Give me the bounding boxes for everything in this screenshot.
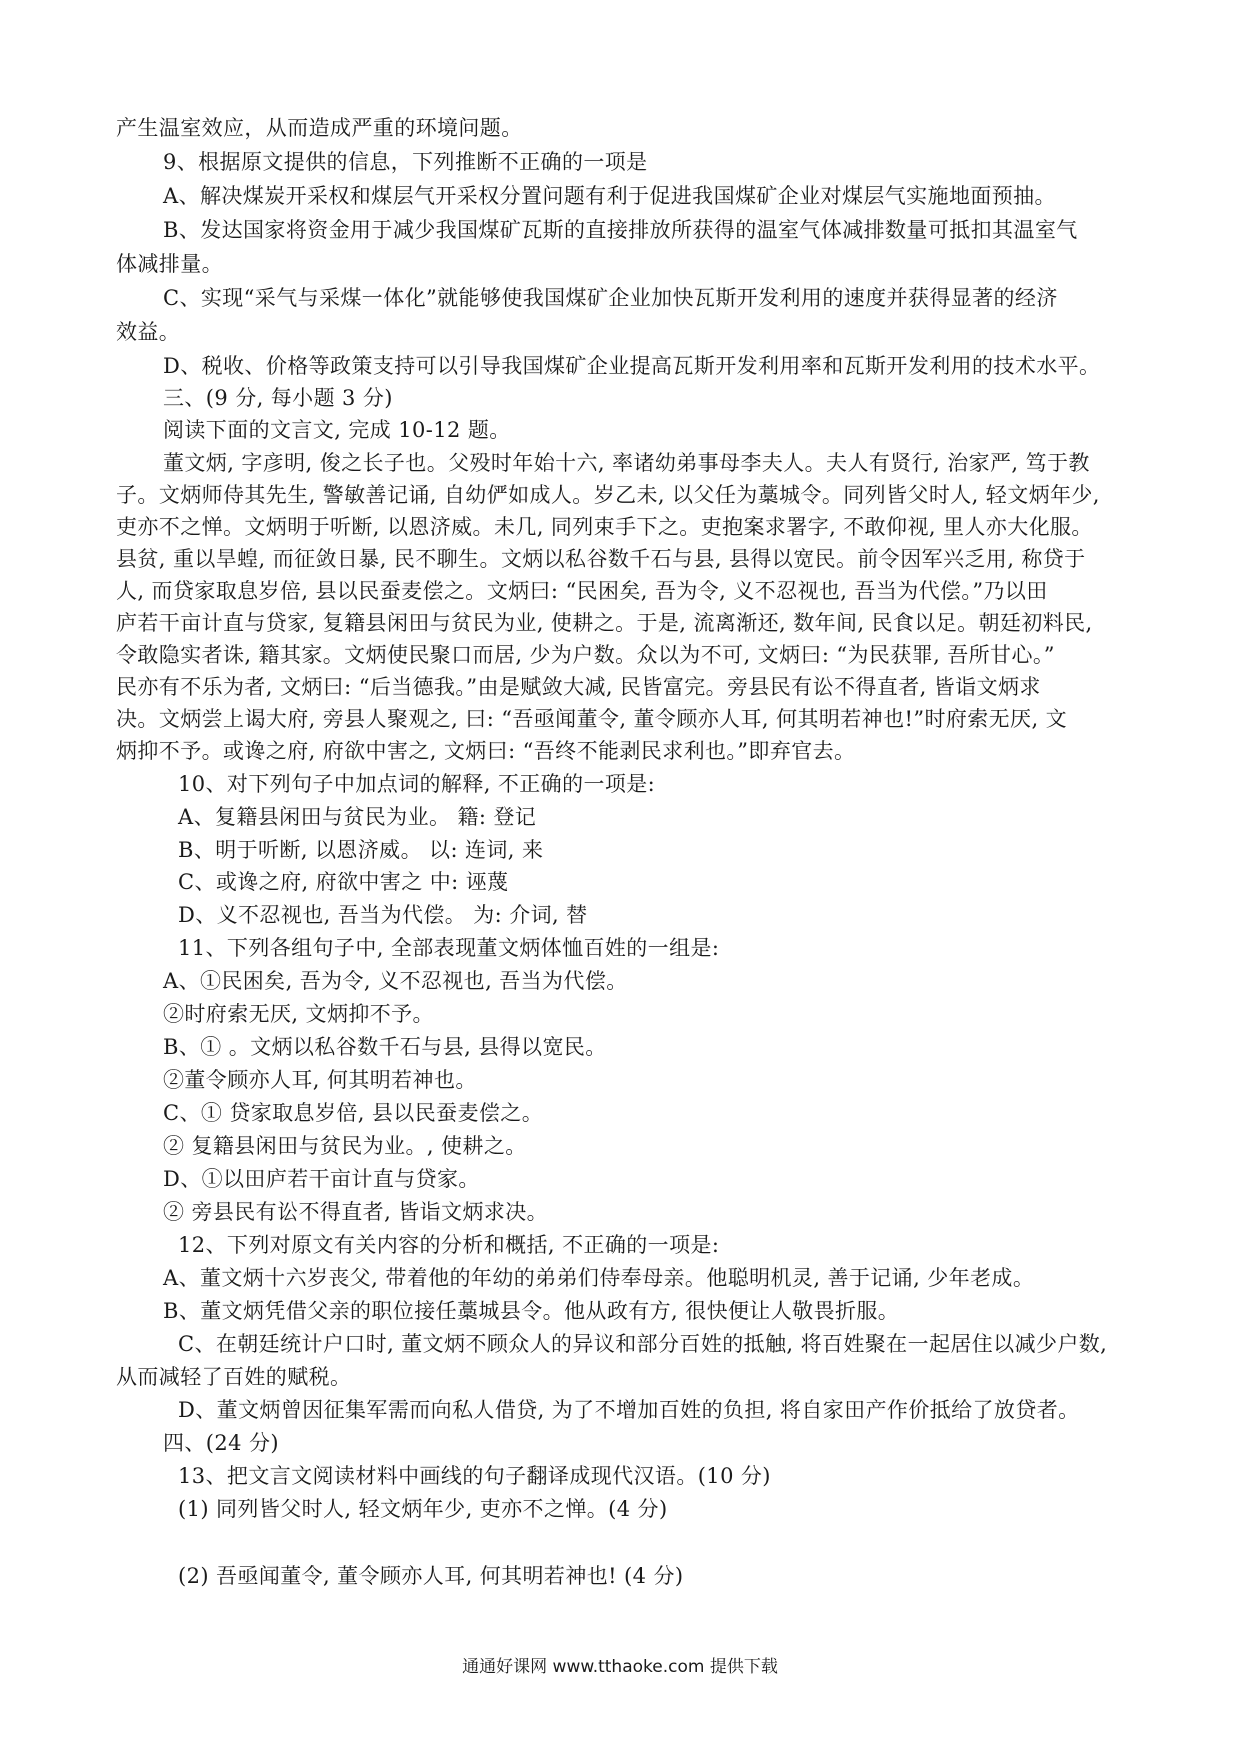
q11-option-a-2: ②时府索无厌, 文炳抑不予。 — [163, 1002, 434, 1026]
q9-option-c-line1: C、实现“采气与采煤一体化”就能够使我国煤矿企业加快瓦斯开发利用的速度并获得显著的经济 — [163, 286, 1058, 310]
q13-stem: 13、把文言文阅读材料中画线的句子翻译成现代汉语。(10 分) — [178, 1464, 771, 1488]
q13-sentence-2: (2) 吾亟闻董令, 董令顾亦人耳, 何其明若神也! (4 分) — [178, 1564, 684, 1588]
q9-option-b-line2: 体减排量。 — [116, 252, 223, 276]
q11-option-c-1: C、① 贷家取息岁倍, 县以民蚕麦偿之。 — [163, 1101, 544, 1125]
q11-option-d-2: ② 旁县民有讼不得直者, 皆诣文炳求决。 — [163, 1200, 549, 1224]
q12-option-c-line2: 从而减轻了百姓的赋税。 — [116, 1365, 352, 1389]
section3-title: 三、(9 分, 每小题 3 分) — [163, 386, 393, 410]
q9-option-d: D、税收、价格等政策支持可以引导我国煤矿企业提高瓦斯开发利用率和瓦斯开发利用的技术水平。 — [163, 354, 1101, 378]
passage-line: 县贫, 重以旱蝗, 而征敛日暴, 民不聊生。文炳以私谷数千石与县, 县得以宽民。前令因军兴乏用, 称贷于 — [116, 547, 1086, 571]
q11-stem: 11、下列各组句子中, 全部表现董文炳体恤百姓的一组是: — [178, 936, 720, 960]
q11-option-c-2: ② 复籍县闲田与贫民为业。, 使耕之。 — [163, 1134, 527, 1158]
q11-option-b-2: ②董令顾亦人耳, 何其明若神也。 — [163, 1068, 477, 1092]
passage-line: 决。文炳尝上谒大府, 旁县人聚观之, 曰: “吾亟闻董令, 董令顾亦人耳, 何其明若神也!”时府索无厌, 文 — [116, 707, 1068, 731]
q10-option-d: D、义不忍视也, 吾当为代偿。 为: 介词, 替 — [178, 903, 588, 927]
previous-passage-tail: 产生温室效应，从而造成严重的环境问题。 — [116, 116, 523, 140]
section4-title: 四、(24 分) — [163, 1431, 279, 1455]
passage-line: 人, 而贷家取息岁倍, 县以民蚕麦偿之。文炳曰: “民困矣, 吾为令, 义不忍视也, 吾当为代偿。”乃以田 — [116, 579, 1048, 603]
passage-line: 令敢隐实者诛, 籍其家。文炳使民聚口而居, 少为户数。众以为不可, 文炳曰: “为民获罪, 吾所甘心。” — [116, 643, 1055, 667]
q9-option-b-line1: B、发达国家将资金用于减少我国煤矿瓦斯的直接排放所获得的温室气体减排数量可抵扣其温室气 — [163, 218, 1078, 242]
section3-instruction: 阅读下面的文言文, 完成 10-12 题。 — [163, 418, 511, 442]
q11-option-b-1: B、① 。文炳以私谷数千石与县, 县得以宽民。 — [163, 1035, 607, 1059]
q11-option-a-1: A、①民困矣, 吾为令, 义不忍视也, 吾当为代偿。 — [163, 969, 628, 993]
q13-sentence-1: (1) 同列皆父时人, 轻文炳年少, 吏亦不之惮。(4 分) — [178, 1497, 668, 1521]
q12-stem: 12、下列对原文有关内容的分析和概括, 不正确的一项是: — [178, 1233, 720, 1257]
passage-line: 民亦有不乐为者, 文炳曰: “后当德我。”由是赋敛大减, 民皆富完。旁县民有讼不得直者, 皆诣文炳求 — [116, 675, 1041, 699]
q9-stem: 9、根据原文提供的信息，下列推断不正确的一项是 — [163, 150, 648, 174]
q10-option-b: B、明于听断, 以恩济威。 以: 连词, 来 — [178, 838, 544, 862]
q12-option-d: D、董文炳曾因征集军需而向私人借贷, 为了不增加百姓的负担, 将自家田产作价抵给了放贷者。 — [178, 1398, 1080, 1422]
q12-option-c-line1: C、在朝廷统计户口时, 董文炳不顾众人的异议和部分百姓的抵触, 将百姓聚在一起居住以减少户数, — [178, 1332, 1108, 1356]
passage-line: 吏亦不之惮。文炳明于听断, 以恩济威。未几, 同列束手下之。吏抱案求署字, 不敢仰视, 里人亦大化服。 — [116, 515, 1093, 539]
q9-option-a: A、解决煤炭开采权和煤层气开采权分置问题有利于促进我国煤矿企业对煤层气实施地面预抽。 — [163, 184, 1056, 208]
q10-stem: 10、对下列句子中加点词的解释, 不正确的一项是: — [178, 772, 656, 796]
q10-option-c: C、或谗之府, 府欲中害之 中: 诬蔑 — [178, 870, 509, 894]
q12-option-a: A、董文炳十六岁丧父, 带着他的年幼的弟弟们侍奉母亲。他聪明机灵, 善于记诵, 少年老成。 — [163, 1266, 1035, 1290]
passage-line: 董文炳, 字彦明, 俊之长子也。父殁时年始十六, 率诸幼弟事母李夫人。夫人有贤行, 治家严, 笃于教 — [163, 451, 1090, 475]
q10-option-a: A、复籍县闲田与贫民为业。 籍: 登记 — [178, 805, 537, 829]
q11-option-d-1: D、①以田庐若干亩计直与贷家。 — [163, 1167, 480, 1191]
passage-line: 子。文炳师侍其先生, 警敏善记诵, 自幼俨如成人。岁乙未, 以父任为藁城令。同列皆父时人, 轻文炳年少, — [116, 483, 1100, 507]
q12-option-b: B、董文炳凭借父亲的职位接任藁城县令。他从政有方, 很快便让人敬畏折服。 — [163, 1299, 900, 1323]
page-footer: 通通好课网 www.tthaoke.com 提供下载 — [462, 1657, 778, 1677]
q9-option-c-line2: 效益。 — [116, 320, 181, 344]
passage-line: 炳抑不予。或谗之府, 府欲中害之, 文炳曰: “吾终不能剥民求利也。”即弃官去。 — [116, 739, 856, 763]
passage-line: 庐若干亩计直与贷家, 复籍县闲田与贫民为业, 使耕之。于是, 流离渐还, 数年间, 民食以足。朝廷初料民, — [116, 611, 1093, 635]
